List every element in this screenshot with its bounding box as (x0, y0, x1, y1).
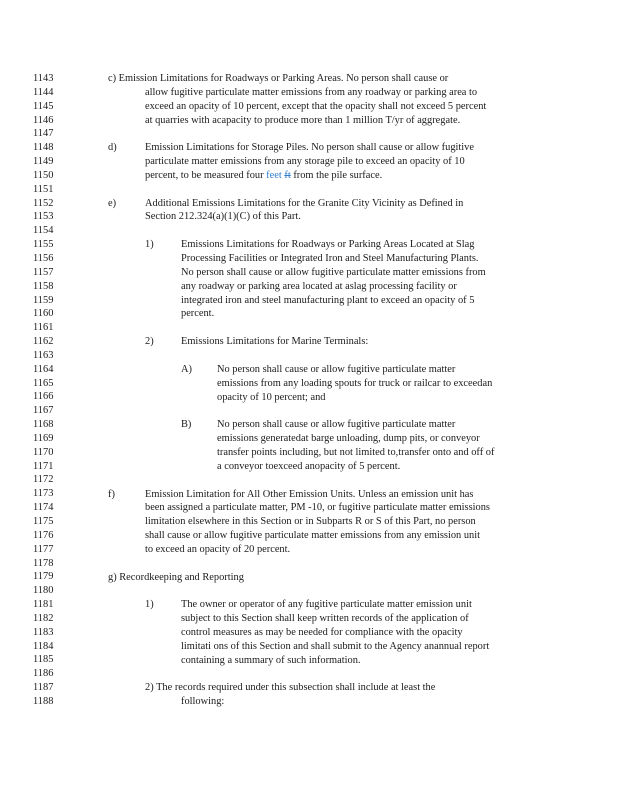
text-line: integrated iron and steel manufacturing plant to exceed an opacity of 5 (181, 294, 475, 306)
line-number: 1174 (33, 502, 54, 514)
item-g2-first-line: 2) The records required under this subsection shall include at least the (145, 682, 436, 694)
text-line: control measures as may be needed for compliance with the opacity (181, 626, 463, 638)
line-number: 1182 (33, 612, 54, 624)
subitem-b-body (217, 418, 494, 473)
line-number: 1154 (33, 225, 54, 237)
line-number: 1143 (33, 73, 54, 84)
section-d-label: d) (108, 142, 117, 154)
line-number: 1157 (33, 266, 54, 278)
line-number: 1185 (33, 654, 54, 666)
text-line: Emissions Limitations for Roadways or Parking Areas Located at Slag (181, 239, 475, 251)
line-number: 1179 (33, 571, 54, 583)
text-line: Emission Limitations for Storage Piles. No person shall cause or allow fugitive (145, 142, 474, 154)
text-line: allow fugitive particulate matter emissions from any roadway or parking area to (145, 86, 478, 98)
item-e2-title: Emissions Limitations for Marine Terminals: (181, 336, 369, 348)
line-number: 1188 (33, 695, 54, 707)
text-line-with-revision (145, 169, 474, 183)
line-number: 1150 (33, 169, 54, 181)
text-line: to exceed an opacity of 20 percent. (145, 543, 291, 555)
text-line: No person shall cause or allow fugitive particulate matter (217, 363, 456, 375)
item-e1-label: 1) (145, 239, 154, 251)
line-number-column (33, 72, 63, 709)
line-number: 1169 (33, 432, 54, 444)
item-g2-second-line: following: (181, 696, 225, 708)
line-number: 1149 (33, 156, 54, 168)
text-line: exceed an opacity of 10 percent, except that the opacity shall not exceed 5 percent (145, 100, 487, 112)
line-number: 1184 (33, 640, 54, 652)
text-line: emissions from any loading spouts for truck or railcar to exceedan (217, 377, 493, 389)
line-number: 1147 (33, 128, 54, 140)
line-number: 1145 (33, 100, 54, 112)
item-g1-body (181, 598, 489, 667)
section-g-title: g) Recordkeeping and Reporting (108, 571, 244, 583)
line-number: 1156 (33, 252, 54, 264)
line-number: 1152 (33, 197, 54, 209)
line-number: 1144 (33, 86, 54, 98)
line-number: 1167 (33, 405, 54, 417)
subitem-a-body (217, 363, 492, 405)
line-number: 1163 (33, 349, 54, 361)
text-line: No person shall cause or allow fugitive particulate matter (217, 419, 456, 431)
text-fragment: percent, to be measured four (145, 169, 267, 181)
text-line: limitation elsewhere in this Section or in Subparts R or S of this Part, no person (145, 516, 476, 528)
text-line: percent. (181, 308, 215, 320)
section-e-body (145, 197, 463, 225)
item-e1-body (181, 238, 486, 321)
line-number: 1161 (33, 322, 54, 334)
line-number: 1180 (33, 585, 54, 597)
text-line: The owner or operator of any fugitive particulate matter emission unit (181, 599, 472, 611)
section-c-body (145, 86, 486, 128)
subitem-a-label: A) (181, 363, 192, 375)
line-number: 1158 (33, 280, 54, 292)
line-number: 1148 (33, 142, 54, 154)
text-line: containing a summary of such information. (181, 654, 361, 666)
text-fragment: from the pile surface. (290, 169, 383, 181)
line-number: 1175 (33, 516, 54, 527)
line-number: 1151 (33, 183, 54, 195)
line-number: 1168 (33, 419, 54, 431)
text-line: Section 212.324(a)(1)(C) of this Part. (145, 211, 301, 223)
text-line: been assigned a particulate matter, PM -10, or fugitive particulate matter emissions (145, 502, 490, 514)
text-line: subject to this Section shall keep written records of the application of (181, 613, 469, 625)
text-line: any roadway or parking area located at aslag processing facility or (181, 280, 457, 292)
inserted-text: feet (266, 169, 282, 181)
text-line: shall cause or allow fugitive particulate matter emissions from any emission unit (145, 530, 481, 542)
section-d-body (145, 141, 474, 183)
line-number: 1162 (33, 336, 54, 348)
item-g1-label: 1) (145, 599, 154, 611)
line-number: 1164 (33, 363, 54, 375)
line-number: 1165 (33, 377, 54, 389)
line-number: 1172 (33, 474, 54, 486)
subitem-b-label: B) (181, 419, 192, 431)
text-line: particulate matter emissions from any storage pile to exceed an opacity of 10 (145, 156, 465, 168)
line-number: 1187 (33, 682, 54, 694)
line-number: 1183 (33, 626, 54, 638)
line-number: 1177 (33, 543, 54, 555)
line-number: 1176 (33, 529, 54, 541)
line-number: 1171 (33, 460, 54, 472)
section-c-first-line (108, 72, 448, 86)
line-number: 1173 (33, 488, 54, 500)
text-line: Processing Facilities or Integrated Iron and Steel Manufacturing Plants. (181, 253, 479, 265)
section-f-label: f) (108, 488, 115, 500)
line-number: 1181 (33, 599, 54, 611)
text-line: Additional Emissions Limitations for the Granite City Vicinity as Defined in (145, 197, 464, 209)
line-number: 1178 (33, 557, 54, 569)
text-line: a conveyor toexceed anopacity of 5 percent. (217, 460, 401, 472)
line-number: 1170 (33, 446, 54, 458)
item-e2-label: 2) (145, 336, 154, 348)
line-number: 1155 (33, 239, 54, 251)
line-number: 1159 (33, 294, 54, 306)
line-number: 1160 (33, 308, 54, 320)
text-line: transfer points including, but not limited to,transfer onto and off of (217, 446, 495, 458)
line-number: 1146 (33, 114, 54, 126)
deleted-text: ft (284, 169, 291, 181)
text-line: at quarries with acapacity to produce more than 1 million T/yr of aggregate. (145, 114, 461, 126)
line-number: 1153 (33, 211, 54, 223)
text-line: No person shall cause or allow fugitive particulate matter emissions from (181, 266, 486, 278)
text-line: c) Emission Limitations for Roadways or Parking Areas. No person shall cause or (108, 73, 449, 84)
section-f-body (145, 488, 490, 557)
text-line: opacity of 10 percent; and (217, 391, 326, 403)
text-line: emissions generatedat barge unloading, dump pits, or conveyor (217, 433, 480, 445)
text-line: Emission Limitation for All Other Emission Units. Unless an emission unit has (145, 488, 474, 500)
line-number: 1186 (33, 668, 54, 680)
text-line: limitati ons of this Section and shall submit to the Agency anannual report (181, 640, 490, 652)
section-e-label: e) (108, 197, 117, 209)
line-number: 1166 (33, 391, 54, 403)
